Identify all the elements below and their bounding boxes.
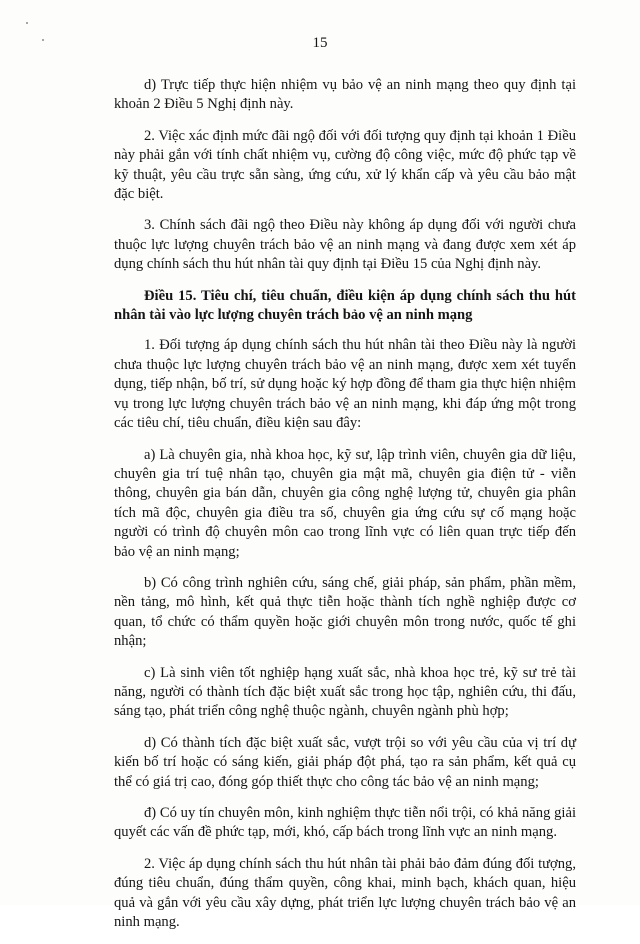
paragraph: d) Có thành tích đặc biệt xuất sắc, vượt trội so với yêu cầu của vị trí dự kiến bố trí hoặc có sáng kiến, giải pháp đột phá, tạo ra sản phẩm, kết quả cụ thể có giá trị cao, đóng góp thiết thực cho công tác bảo vệ an ninh mạng; xyxy=(114,734,576,790)
paragraph: đ) Có uy tín chuyên môn, kinh nghiệm thực tiễn nổi trội, có khả năng giải quyết các vấn đề phức tạp, mới, khó, cấp bách trong lĩnh vực an ninh mạng. xyxy=(114,805,576,841)
paragraph: c) Là sinh viên tốt nghiệp hạng xuất sắc, nhà khoa học trẻ, kỹ sư trẻ tài năng, người có thành tích đặc biệt xuất sắc trong học tập, nghiên cứu, thi đấu, sáng tạo, phát triển công nghệ thuộc ngành, chuyên ngành phù hợp; xyxy=(114,664,576,720)
article-heading: Điều 15. Tiêu chí, tiêu chuẩn, điều kiện áp dụng chính sách thu hút nhân tài vào lực lượng chuyên trách bảo vệ an ninh mạng xyxy=(114,287,576,324)
paragraph: 3. Chính sách đãi ngộ theo Điều này không áp dụng đối với người chưa thuộc lực lượng chuyên trách bảo vệ an ninh mạng và đang được xem xét áp dụng chính sách thu hút nhân tài quy định tại Điều 15 của Nghị định này. xyxy=(114,217,576,273)
paragraph: b) Có công trình nghiên cứu, sáng chế, giải pháp, sản phẩm, phần mềm, nền tảng, mô hình, kết quả thực tiễn hoặc thành tích nghề nghiệp được cơ quan, tổ chức có thẩm quyền hoặc giới chuyên môn trong nước, quốc tế ghi nhận; xyxy=(114,574,576,650)
paragraph: 1. Đối tượng áp dụng chính sách thu hút nhân tài theo Điều này là người chưa thuộc lực lượng chuyên trách bảo vệ an ninh mạng, được xem xét tuyển dụng, tiếp nhận, bố trí, sử dụng hoặc ký hợp đồng để tham gia thực hiện nhiệm vụ trong lực lượng chuyên trách bảo vệ an ninh mạng, khi đáp ứng một trong các tiêu chí, tiêu chuẩn, điều kiện sau đây: xyxy=(114,337,576,432)
paragraph: a) Là chuyên gia, nhà khoa học, kỹ sư, lập trình viên, chuyên gia dữ liệu, chuyên gia trí tuệ nhân tạo, chuyên gia mật mã, chuyên gia điện tử - viễn thông, chuyên gia bán dẫn, chuyên gia công nghệ lượng tử, chuyên gia phân tích mã độc, chuyên gia điều tra số, chuyên gia ứng cứu sự cố mạng hoặc người có trình độ chuyên môn cao trong lĩnh vực có liên quan trực tiếp đến bảo vệ an ninh mạng; xyxy=(114,446,576,560)
paragraph: 2. Việc áp dụng chính sách thu hút nhân tài phải bảo đảm đúng đối tượng, đúng tiêu chuẩn, đúng thẩm quyền, công khai, minh bạch, khách quan, hiệu quả và gắn với yêu cầu xây dựng, phát triển lực lượng chuyên trách bảo vệ an ninh mạng. xyxy=(114,855,576,931)
document-body xyxy=(114,76,576,944)
paragraph: d) Trực tiếp thực hiện nhiệm vụ bảo vệ an ninh mạng theo quy định tại khoản 2 Điều 5 Nghị định này. xyxy=(114,77,576,113)
page-number: 15 xyxy=(312,35,328,51)
paragraph: 2. Việc xác định mức đãi ngộ đối với đối tượng quy định tại khoản 1 Điều này phải gắn với tính chất nhiệm vụ, cường độ công việc, mức độ phức tạp về kỹ thuật, yêu cầu trực sẵn sàng, ứng cứu, xử lý khẩn cấp và yêu cầu bảo mật đặc biệt. xyxy=(114,127,576,203)
scan-speck xyxy=(26,22,28,24)
